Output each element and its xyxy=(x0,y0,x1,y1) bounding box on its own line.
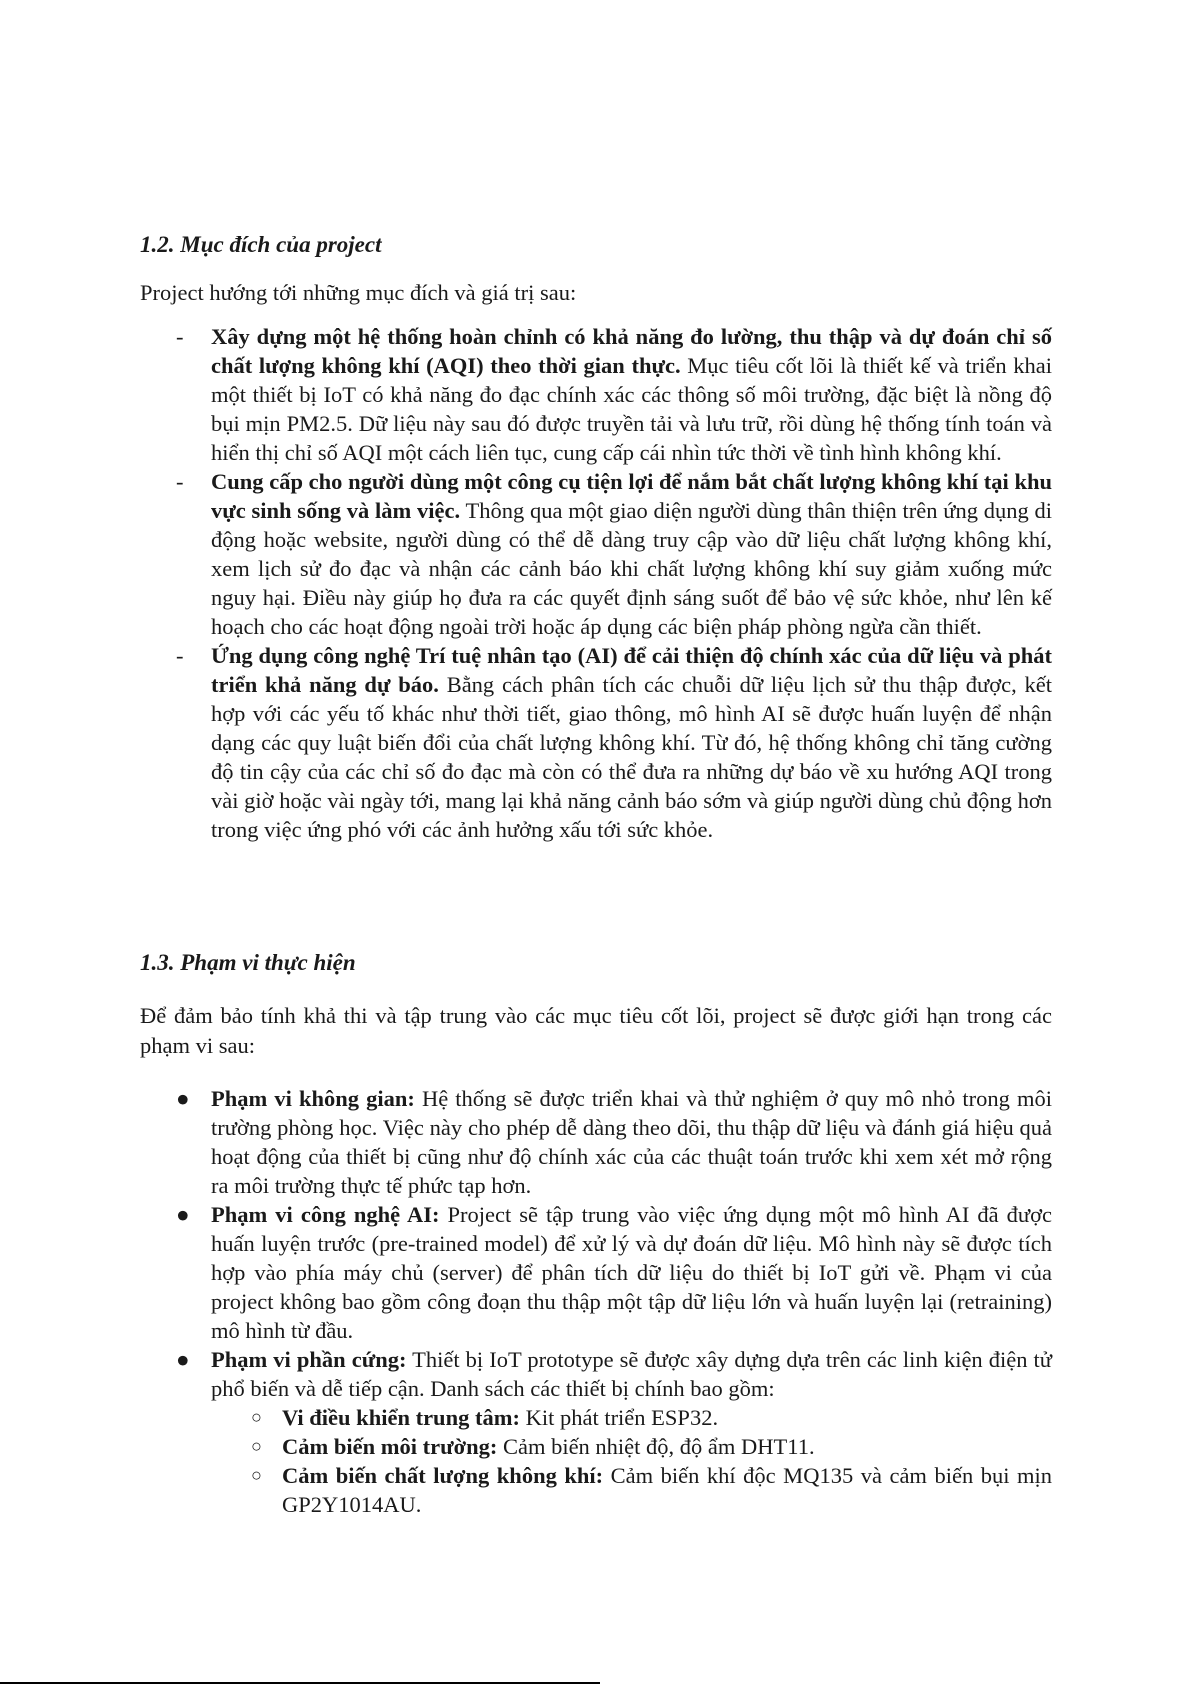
bullet-marker: ● xyxy=(176,1202,190,1227)
hardware-item-air-sensor xyxy=(211,1461,1052,1519)
scope-item-hardware-text: Thiết bị IoT prototype sẽ được xây dựng dựa trên các linh kiện điện tử phổ biến và dễ tiếp cận. Danh sách các thiết bị chính bao gồm: xyxy=(211,1347,1052,1401)
hardware-item-env-sensor-text: Cảm biến nhiệt độ, độ ẩm DHT11. xyxy=(497,1434,815,1459)
hardware-item-mcu-text: Kit phát triển ESP32. xyxy=(519,1405,719,1430)
hardware-item-air-sensor-text: Cảm biến khí độc MQ135 và cảm biến bụi mịn GP2Y1014AU. xyxy=(282,1463,1052,1517)
bullet-marker: ● xyxy=(176,1086,190,1111)
footer-rule xyxy=(0,1682,600,1684)
bullet-marker: ● xyxy=(176,1347,190,1372)
hardware-item-env-sensor xyxy=(211,1432,1052,1461)
hardware-item-mcu xyxy=(211,1403,1052,1432)
dash-marker: - xyxy=(176,643,184,668)
scope-item-ai-bold: Phạm vi công nghệ AI: xyxy=(211,1202,440,1227)
hardware-item-air-sensor-bold: Cảm biến chất lượng không khí: xyxy=(282,1463,604,1488)
purpose-list xyxy=(140,322,1052,844)
purpose-item-3 xyxy=(140,641,1052,844)
purpose-item-2-bold: Cung cấp cho người dùng một công cụ tiện lợi để nắm bắt chất lượng không khí tại khu vực sinh sống và làm việc. xyxy=(211,469,1052,523)
circle-marker: ○ xyxy=(251,1436,262,1456)
scope-item-space xyxy=(140,1084,1052,1200)
hardware-item-mcu-bold: Vi điều khiển trung tâm: xyxy=(282,1405,520,1430)
dash-marker: - xyxy=(176,469,184,494)
circle-marker: ○ xyxy=(251,1407,262,1427)
scope-item-ai xyxy=(140,1200,1052,1345)
purpose-item-1 xyxy=(140,322,1052,467)
purpose-item-1-text: Mục tiêu cốt lõi là thiết kế và triển khai một thiết bị IoT có khả năng đo đạc chính xác các thông số môi trường, đặc biệt là nồng độ bụi mịn PM2.5. Dữ liệu này sau đó được truyền tải và lưu trữ, rồi dùng hệ thống tính toán và hiển thị chỉ số AQI một cách liên tục, cung cấp cái nhìn tức thời về tình hình không khí. xyxy=(211,353,1052,465)
scope-list xyxy=(140,1084,1052,1519)
section-1-3-heading: 1.3. Phạm vi thực hiện xyxy=(140,950,356,975)
section-1-3-intro: Để đảm bảo tính khả thi và tập trung vào các mục tiêu cốt lõi, project sẽ được giới hạn trong các phạm vi sau: xyxy=(140,1003,1052,1058)
purpose-item-2-text: Thông qua một giao diện người dùng thân thiện trên ứng dụng di động hoặc website, người dùng có thể dễ dàng truy cập vào dữ liệu chất lượng không khí, xem lịch sử đo đạc và nhận các cảnh báo khi chất lượng không khí suy giảm xuống mức nguy hại. Điều này giúp họ đưa ra các quyết định sáng suốt để bảo vệ sức khỏe, như lên kế hoạch cho các hoạt động ngoài trời hoặc áp dụng các biện pháp phòng ngừa cần thiết. xyxy=(211,498,1052,639)
scope-item-ai-text: Project sẽ tập trung vào việc ứng dụng một mô hình AI đã được huấn luyện trước (pre-trained model) để xử lý và dự đoán dữ liệu. Mô hình này sẽ được tích hợp vào phía máy chủ (server) để phân tích dữ liệu do thiết bị IoT gửi về. Phạm vi của project không bao gồm công đoạn thu thập một tập dữ liệu lớn và huấn luyện lại (retraining) mô hình từ đầu. xyxy=(211,1202,1052,1343)
hardware-item-env-sensor-bold: Cảm biến môi trường: xyxy=(282,1434,498,1459)
scope-item-hardware-bold: Phạm vi phần cứng: xyxy=(211,1347,407,1372)
hardware-sublist xyxy=(211,1403,1052,1519)
section-1-2-intro: Project hướng tới những mục đích và giá trị sau: xyxy=(140,280,577,305)
scope-item-hardware xyxy=(140,1345,1052,1519)
purpose-item-2 xyxy=(140,467,1052,641)
purpose-item-1-bold: Xây dựng một hệ thống hoàn chỉnh có khả năng đo lường, thu thập và dự đoán chỉ số chất lượng không khí (AQI) theo thời gian thực. xyxy=(211,324,1052,378)
scope-item-space-text: Hệ thống sẽ được triển khai và thử nghiệm ở quy mô nhỏ trong môi trường phòng học. Việc này cho phép dễ dàng theo dõi, thu thập dữ liệu và đánh giá hiệu quả hoạt động của thiết bị cũng như độ chính xác của các thuật toán trước khi xem xét mở rộng ra môi trường thực tế phức tạp hơn. xyxy=(211,1086,1052,1198)
purpose-item-3-text: Bằng cách phân tích các chuỗi dữ liệu lịch sử thu thập được, kết hợp với các yếu tố khác như thời tiết, giao thông, mô hình AI sẽ được huấn luyện để nhận dạng các quy luật biến đổi của chất lượng không khí. Từ đó, hệ thống không chỉ tăng cường độ tin cậy của các chỉ số đo đạc mà còn có thể đưa ra những dự báo về xu hướng AQI trong vài giờ hoặc vài ngày tới, mang lại khả năng cảnh báo sớm và giúp người dùng chủ động hơn trong việc ứng phó với các ảnh hưởng xấu tới sức khỏe. xyxy=(211,672,1052,842)
scope-item-space-bold: Phạm vi không gian: xyxy=(211,1086,415,1111)
section-1-2-heading: 1.2. Mục đích của project xyxy=(140,232,382,257)
purpose-item-3-bold: Ứng dụng công nghệ Trí tuệ nhân tạo (AI) để cải thiện độ chính xác của dữ liệu và phát triển khả năng dự báo. xyxy=(211,643,1052,697)
circle-marker: ○ xyxy=(251,1465,262,1485)
dash-marker: - xyxy=(176,324,184,349)
